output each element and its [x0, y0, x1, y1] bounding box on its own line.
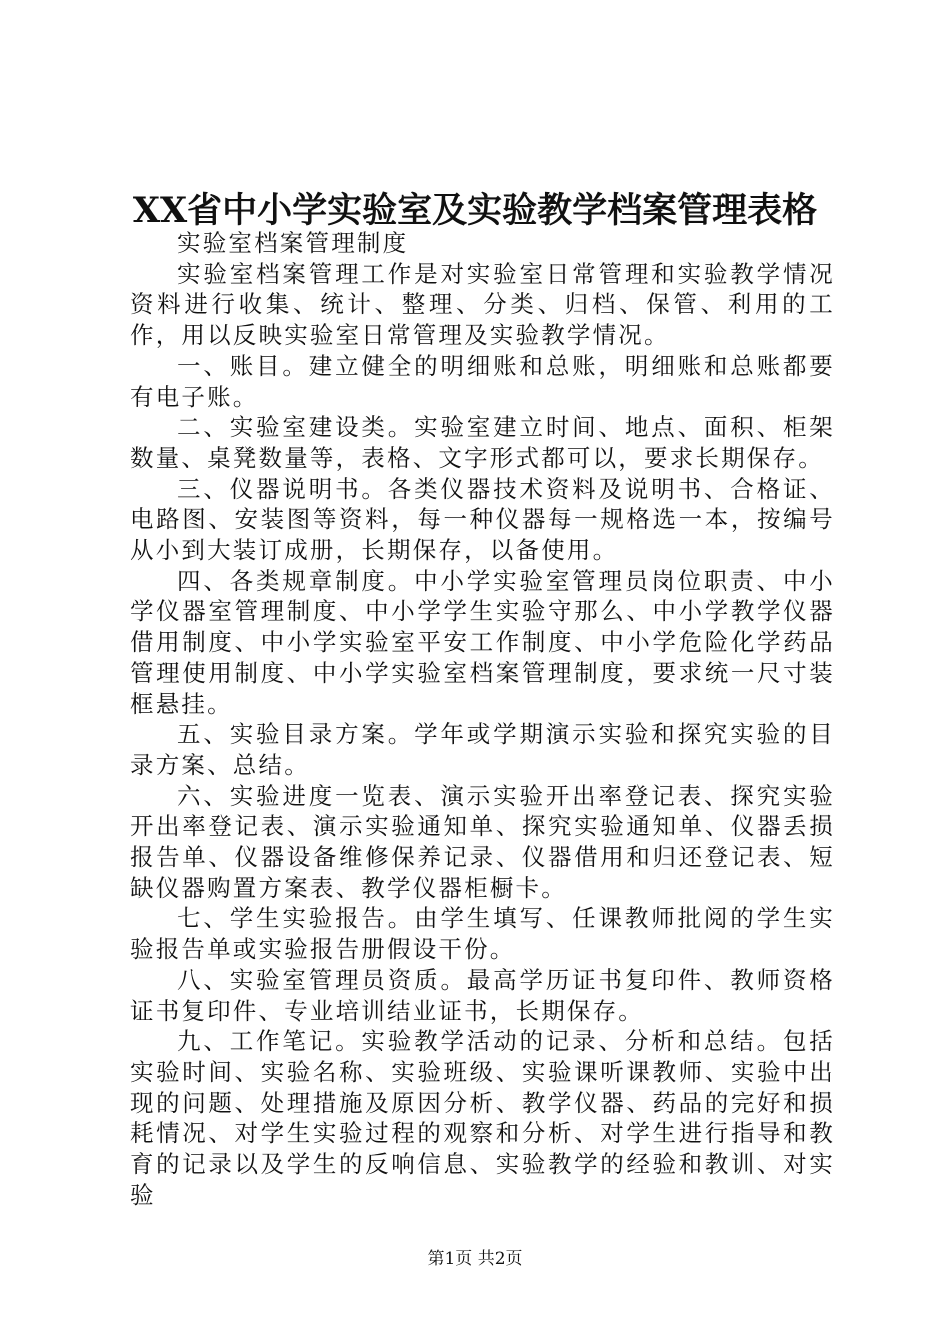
- paragraph-item-3: 三、仪器说明书。各类仪器技术资料及说明书、合格证、电路图、安装图等资料，每一种仪器每一规格选一本，按编号从小到大装订成册，长期保存，以备使用。: [130, 474, 835, 565]
- paragraph-item-1: 一、账目。建立健全的明细账和总账，明细账和总账都要有电子账。: [130, 351, 835, 411]
- document-title: XX省中小学实验室及实验教学档案管理表格: [132, 190, 818, 231]
- paragraph-heading: 实验室档案管理制度: [177, 229, 409, 257]
- page-footer: 第1页 共2页: [427, 1249, 523, 1269]
- paragraph-item-6: 六、实验进度一览表、演示实验开出率登记表、探究实验开出率登记表、演示实验通知单、探究实验通知单、仪器丢损报告单、仪器设备维修保养记录、仪器借用和归还登记表、短缺仪器购置方案表、教学仪器柜橱卡。: [130, 781, 835, 902]
- paragraph-item-9: 九、工作笔记。实验教学活动的记录、分析和总结。包括实验时间、实验名称、实验班级、实验课听课教师、实验中出现的问题、处理措施及原因分析、教学仪器、药品的完好和损耗情况、对学生实验过程的观察和分析、对学生进行指导和教育的记录以及学生的反响信息、实验教学的经验和教训、对实验: [130, 1027, 835, 1209]
- paragraph-intro: 实验室档案管理工作是对实验室日常管理和实验教学情况资料进行收集、统计、整理、分类、归档、保管、利用的工作，用以反映实验室日常管理及实验教学情况。: [130, 259, 835, 350]
- paragraph-item-5: 五、实验目录方案。学年或学期演示实验和探究实验的目录方案、总结。: [130, 720, 835, 779]
- document-body: [130, 228, 835, 1211]
- paragraph-item-2: 二、实验室建设类。实验室建立时间、地点、面积、柜架数量、桌凳数量等，表格、文字形式都可以，要求长期保存。: [130, 413, 835, 472]
- paragraph-item-7: 七、学生实验报告。由学生填写、任课教师批阅的学生实验报告单或实验报告册假设干份。: [130, 904, 835, 964]
- paragraph-item-8: 八、实验室管理员资质。最高学历证书复印件、教师资格证书复印件、专业培训结业证书，长期保存。: [130, 965, 835, 1025]
- paragraph-item-4: 四、各类规章制度。中小学实验室管理员岗位职责、中小学仪器室管理制度、中小学学生实验守那么、中小学教学仪器借用制度、中小学实验室平安工作制度、中小学危险化学药品管理使用制度、中小学实验室档案管理制度，要求统一尺寸装框悬挂。: [130, 566, 835, 718]
